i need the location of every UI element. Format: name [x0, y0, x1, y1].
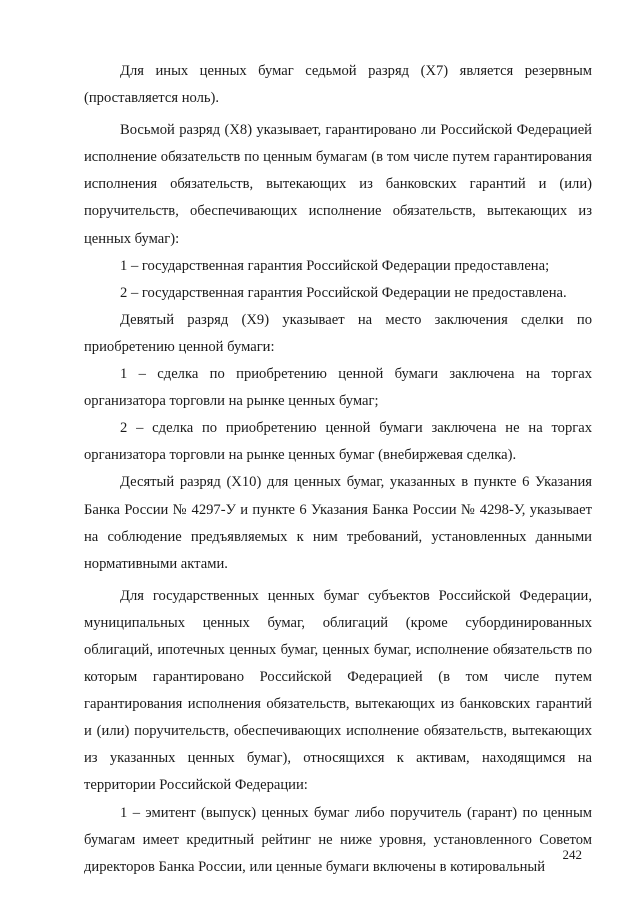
- paragraph-rating-option-1: 1 – эмитент (выпуск) ценных бумаг либо поручитель (гарант) по ценным бумагам имеет кредитный рейтинг не ниже уровня, установленного Советом директоров Банка России, или ценные бумаги включены в котировальный: [84, 804, 592, 875]
- paragraph-x10-intro: Десятый разряд (X10) для ценных бумаг, указанных в пункте 6 Указания Банка России № 4297-У и пункте 6 Указания Банка России № 4298-У, указывает на соблюдение предъявляемых к ним требований, установленных данными нормативными актами.: [84, 474, 592, 572]
- paragraph-x8-option-2: 2 – государственная гарантия Российской Федерации не предоставлена.: [120, 284, 567, 301]
- page-number: 242: [562, 847, 582, 862]
- paragraph-x9-option-2: 2 – сделка по приобретению ценной бумаги заключена не на торгах организатора торговли на рынке ценных бумаг (внебиржевая сделка).: [84, 420, 592, 464]
- paragraph-x7-reserved: Для иных ценных бумаг седьмой разряд (X7) является резервным (проставляется ноль).: [84, 63, 592, 107]
- paragraph-x8-intro: Восьмой разряд (X8) указывает, гарантировано ли Российской Федерацией исполнение обязательств по ценным бумагам (в том числе путем гарантирования исполнения обязательств, вытекающих из банковских гарантий и (или) поручительств, обеспечивающих исполнение обязательств, вытекающих из ценных бумаг):: [84, 122, 592, 247]
- paragraph-state-securities: Для государственных ценных бумаг субъектов Российской Федерации, муниципальных ценных бумаг, облигаций (кроме субординированных облигаций, ипотечных ценных бумаг, ценных бумаг, исполнение обязательств по которым гарантировано Российской Федерацией (в том числе путем гарантирования исполнения обязательств, вытекающих из банковских гарантий и (или) поручительств, обеспечивающих исполнение обязательств, вытекающих из указанных ценных бумаг), относящихся к активам, находящимся на территории Российской Федерации:: [84, 587, 592, 794]
- paragraph-x8-option-1: 1 – государственная гарантия Российской Федерации предоставлена;: [120, 257, 550, 274]
- document-body: [84, 58, 592, 881]
- paragraph-x9-option-1: 1 – сделка по приобретению ценной бумаги заключена на торгах организатора торговли на рынке ценных бумаг;: [84, 366, 592, 410]
- paragraph-x9-intro: Девятый разряд (X9) указывает на место заключения сделки по приобретению ценной бумаги:: [84, 311, 592, 355]
